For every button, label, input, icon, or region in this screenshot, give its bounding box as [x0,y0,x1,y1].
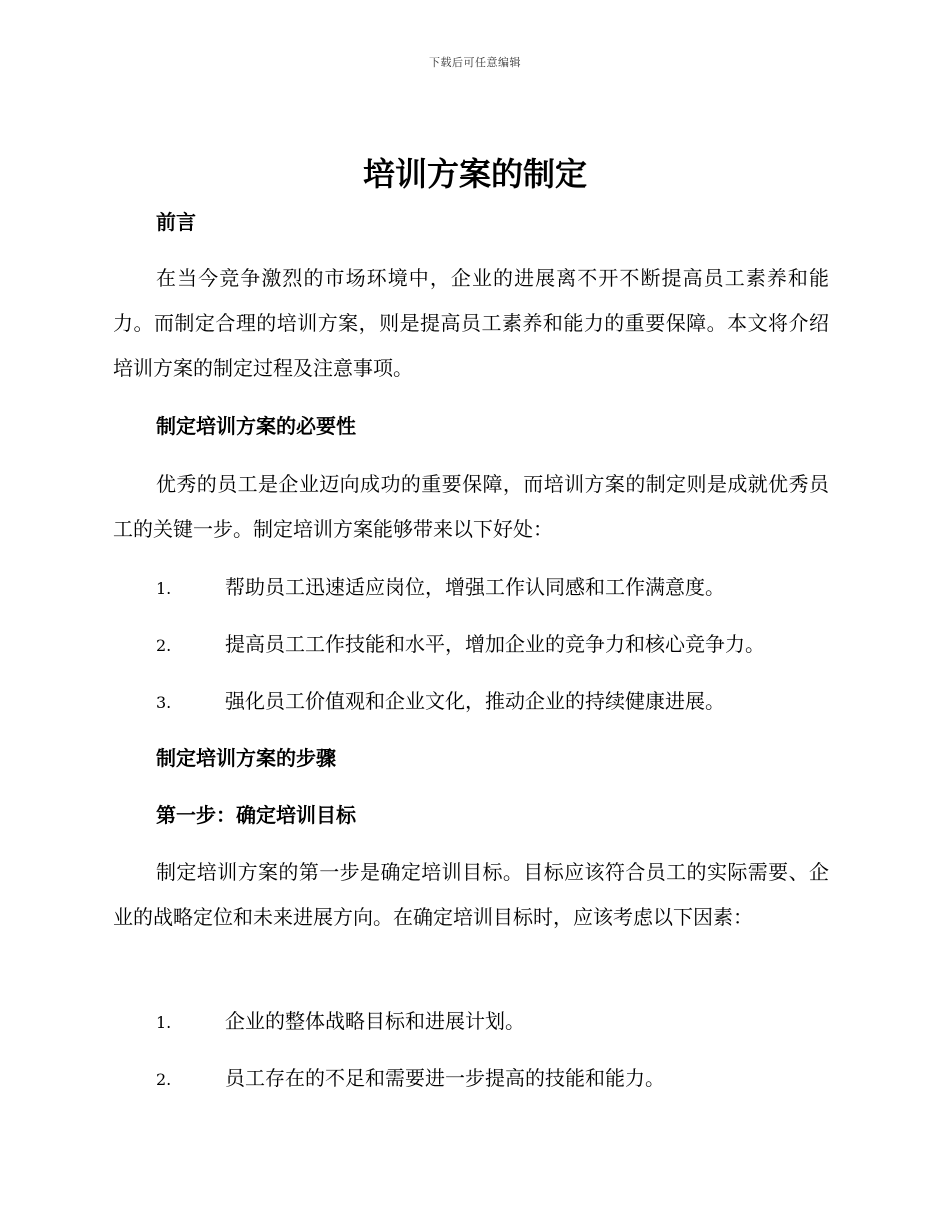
list-item [113,630,829,658]
necessity-paragraph: 优秀的员工是企业迈向成功的重要保障，而培训方案的制定则是成就优秀员工的关键一步。制定培训方案能够带来以下好处： [113,472,829,541]
step1-heading: 第一步：确定培训目标 [156,803,356,827]
necessity-heading: 制定培训方案的必要性 [156,414,356,438]
list-item-number: 2. [156,1070,172,1089]
list-item [113,687,829,715]
list-item-text: 强化员工价值观和企业文化，推动企业的持续健康进展。 [225,689,725,713]
list-item [113,573,829,601]
list-item-text: 企业的整体战略目标和进展计划。 [225,1009,525,1033]
list-item-number: 1. [156,1013,172,1032]
list-item-text: 员工存在的不足和需要进一步提高的技能和能力。 [225,1066,665,1090]
list-item-number: 2. [156,636,172,655]
preface-heading: 前言 [156,210,196,234]
list-item [113,1007,829,1035]
page-header-note: 下载后可任意编辑 [429,56,521,69]
list-item-number: 1. [156,579,172,598]
list-item-text: 提高员工工作技能和水平，增加企业的竞争力和核心竞争力。 [225,632,765,656]
document-title: 培训方案的制定 [362,155,587,193]
list-item [113,1064,829,1092]
steps-heading: 制定培训方案的步骤 [156,746,336,770]
list-item-text: 帮助员工迅速适应岗位，增强工作认同感和工作满意度。 [225,575,725,599]
preface-paragraph: 在当今竞争激烈的市场环境中，企业的进展离不开不断提高员工素养和能力。而制定合理的培训方案，则是提高员工素养和能力的重要保障。本文将介绍培训方案的制定过程及注意事项。 [113,266,829,380]
step1-paragraph: 制定培训方案的第一步是确定培训目标。目标应该符合员工的实际需要、企业的战略定位和未来进展方向。在确定培训目标时，应该考虑以下因素： [113,860,829,929]
list-item-number: 3. [156,693,172,712]
